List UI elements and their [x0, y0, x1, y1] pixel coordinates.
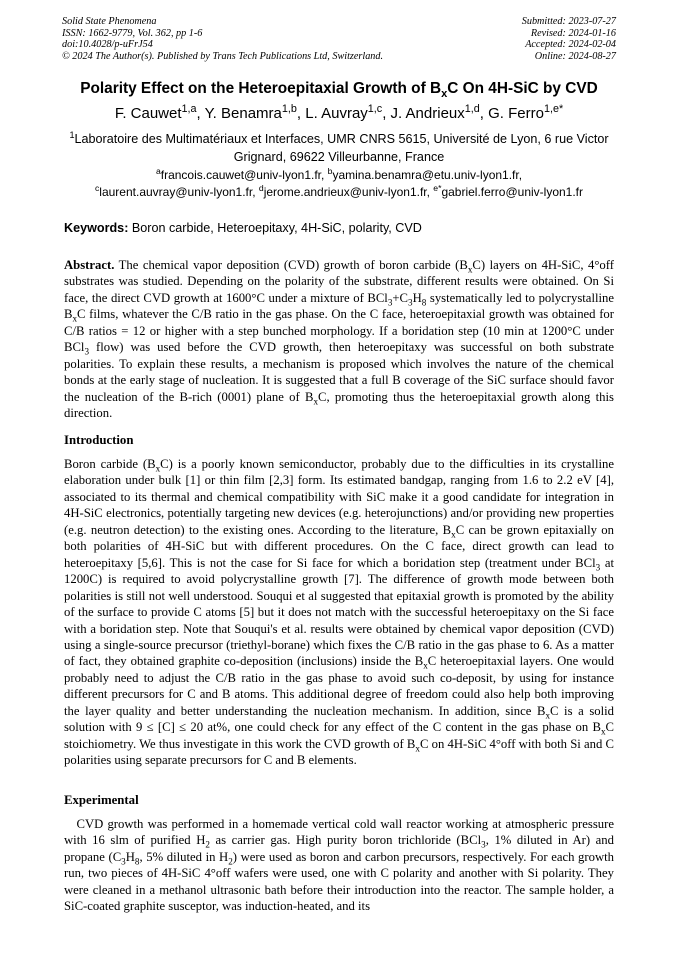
email-entry[interactable] [259, 185, 433, 199]
keywords-label: Keywords: [64, 221, 129, 235]
date-revised: Revised: 2024-01-16 [530, 27, 616, 39]
affiliation-text: Laboratoire des Multimatériaux et Interfaces, UMR CNRS 5615, Université de Lyon, 6 rue Victor Grignard, 69622 Villeurbanne, France [74, 132, 609, 164]
keywords [64, 221, 422, 235]
author-name: Y. Benamra [204, 105, 282, 122]
author-affil-mark: 1,b [281, 103, 297, 115]
author-name: G. Ferro [488, 105, 544, 122]
email-mark: d [258, 183, 264, 193]
journal-copyright: © 2024 The Author(s). Published by Trans Tech Publications Ltd, Switzerland. [62, 50, 384, 62]
author-separator: , [382, 105, 391, 122]
author-name: L. Auvray [305, 105, 368, 122]
paper-title [0, 80, 678, 101]
date-accepted: Accepted: 2024-02-04 [525, 39, 616, 50]
email-address[interactable]: laurent.auvray@univ-lyon1.fr, [99, 185, 259, 199]
date-online: Online: 2024-08-27 [534, 50, 616, 62]
email-line-2 [0, 185, 678, 199]
abstract-text: The chemical vapor deposition (CVD) growth of boron carbide $(B_xC)$ layers on 4H-SiC, 4°off substrates was studied. Depending on the polarity of the substrate, different results were obtained. On Si face, the direct CVD growth at 1600°C under a mixture of $BCl_3+C_3H_8$ systematically led to polycrystalline $B_xC$ films, whatever the C/B ratio in the gas phase. On the C face, heteroepitaxial growth was obtained for C/B ratios = 12 or higher with a step bunched morphology. If a boridation step (10 min at 1200°C under BCl$_3$ flow) was used before the CVD growth, then heteroepitaxy was successful on both substrate polarities. To explain these results, a mechanism is proposed which involves the nature of the chemical bonds at the early stage of nucleation. It is suggested that a full B coverage of the SiC surface should favor the nucleation of the B-rich (0001) plane of $B_xC$, promoting thus the heteroepitaxial growth along this direction. [64, 258, 614, 421]
email-entry[interactable] [95, 185, 259, 199]
affiliation [62, 131, 616, 166]
email-address[interactable]: gabriel.ferro@univ-lyon1.fr [441, 185, 584, 199]
email-address[interactable]: jerome.andrieux@univ-lyon1.fr, [263, 185, 434, 199]
experimental-text: CVD growth was performed in a homemade vertical cold wall reactor working at atmospheric pressure with 16 slm of purified $H_2$ as carrier gas. High purity boron trichloride (BCl$_3$, 1% diluted in Ar) and propane ($C_3H_8$, 5% diluted in $H_2$) were used as boron and carbon precursors, respectively. For each growth run, two pieces of 4H-SiC 4°off wafers were used, one with C polarity and another with Si polarity. They were cleaned in a methanol ultrasonic bath before their introduction into the reactor. The sample holder, a SiC-coated graphite susceptor, was induction-heated, and its [64, 817, 614, 914]
author [488, 105, 563, 122]
section-heading-experimental: Experimental [64, 793, 139, 807]
email-address[interactable]: francois.cauwet@univ-lyon1.fr, [160, 168, 328, 182]
author-affil-mark: 1,e* [543, 103, 564, 115]
author-name: J. Andrieux [390, 105, 465, 122]
author-separator: , [479, 105, 489, 122]
email-line-1 [0, 168, 678, 182]
journal-name: Solid State Phenomena [62, 16, 157, 27]
affiliation-mark: 1 [69, 129, 75, 140]
email-address[interactable]: yamina.benamra@etu.univ-lyon1.fr, [332, 168, 523, 182]
title-subscript: x [441, 88, 448, 101]
author-name: F. Cauwet [114, 105, 182, 122]
author-affil-mark: 1,d [464, 103, 480, 115]
author-separator: , [196, 105, 205, 122]
author [115, 105, 205, 122]
title-part-2: C On 4H-SiC by CVD [447, 80, 598, 97]
author-affil-mark: 1,c [367, 103, 383, 115]
author [305, 105, 390, 122]
email-mark: a [155, 166, 161, 176]
abstract-label: Abstract. [64, 258, 115, 272]
journal-doi: doi:10.4028/p-uFrJ54 [62, 39, 153, 50]
author [391, 105, 489, 122]
email-mark: c [94, 183, 100, 193]
email-entry[interactable] [156, 168, 328, 182]
introduction-text: Boron carbide $(B_xC)$ is a poorly known semiconductor, probably due to the difficulties in its crystalline elaboration under bulk [1] or thin film [2,3] form. Its estimated bandgap, ranging from 1.6 to 2.2 eV [4], associated to its thermal and chemical compatibility with SiC make it a good candidate for integration in 4H-SiC electronics, potentially targeting new devices (e.g. heterojunctions) and/or providing new properties (e.g. neutron detection) to the existing ones. According to the literature, $B_xC$ can be grown epitaxially on both polarities of 4H-SiC but with different procedures. On the C face, direct growth can lead to heteroepitaxy [5,6]. This is not the case for Si face for which a boridation step (treatment under BCl$_3$ at 1200C) is required to avoid polycrystalline growth [7]. The difference of growth mode between both polarities is still not well understood. Souqui et al suggested that epitaxial growth is promoted by the ability of the surface to provide C atoms [5] but it does not match with the successful heteroepitaxy on the Si face with a boridation step. Note that Souqui's et al. results were obtained by chemical vapor deposition (CVD) using a single-source precursor (triethyl-borane) which fixes the C/B ratio in the gas phase to 6. As a matter of fact, they obtained graphite co-deposition (inclusions) inside the $B_xC$ heteroepitaxial layers. One would probably need to adjust the C/B ratio in the gas phase to avoid such co-deposit, by using for instance different precursors for C and B atoms. This additional degree of freedom could also help both improving the layer quality and better understanding the nucleation mechanism. In addition, since $B_xC$ is a solid solution with 9 ≤ [C] ≤ 20 at%, one could check for any effect of the C content in the gas phase on $B_xC$ stoichiometry. We thus investigate in this work the CVD growth of $B_xC$ on 4H-SiC 4°off with both Si and C polarities using separate precursors for C and B elements. [64, 457, 615, 768]
publication-dates [522, 16, 616, 62]
email-entry[interactable] [433, 185, 583, 199]
keywords-text: Boron carbide, Heteroepitaxy, 4H-SiC, polarity, CVD [128, 221, 422, 235]
title-part-1: Polarity Effect on the Heteroepitaxial Growth of B [80, 80, 442, 97]
author [205, 105, 306, 122]
email-mark: e* [433, 183, 442, 193]
email-mark: b [327, 166, 333, 176]
date-submitted: Submitted: 2023-07-27 [521, 16, 616, 27]
author-separator: , [296, 105, 306, 122]
author-affil-mark: 1,a [181, 103, 197, 115]
abstract [64, 257, 614, 422]
journal-issn: ISSN: 1662-9779, Vol. 362, pp 1-6 [62, 27, 203, 39]
journal-info [62, 16, 383, 62]
email-entry[interactable] [328, 168, 522, 182]
author-list [0, 105, 678, 122]
section-heading-introduction: Introduction [64, 433, 134, 447]
